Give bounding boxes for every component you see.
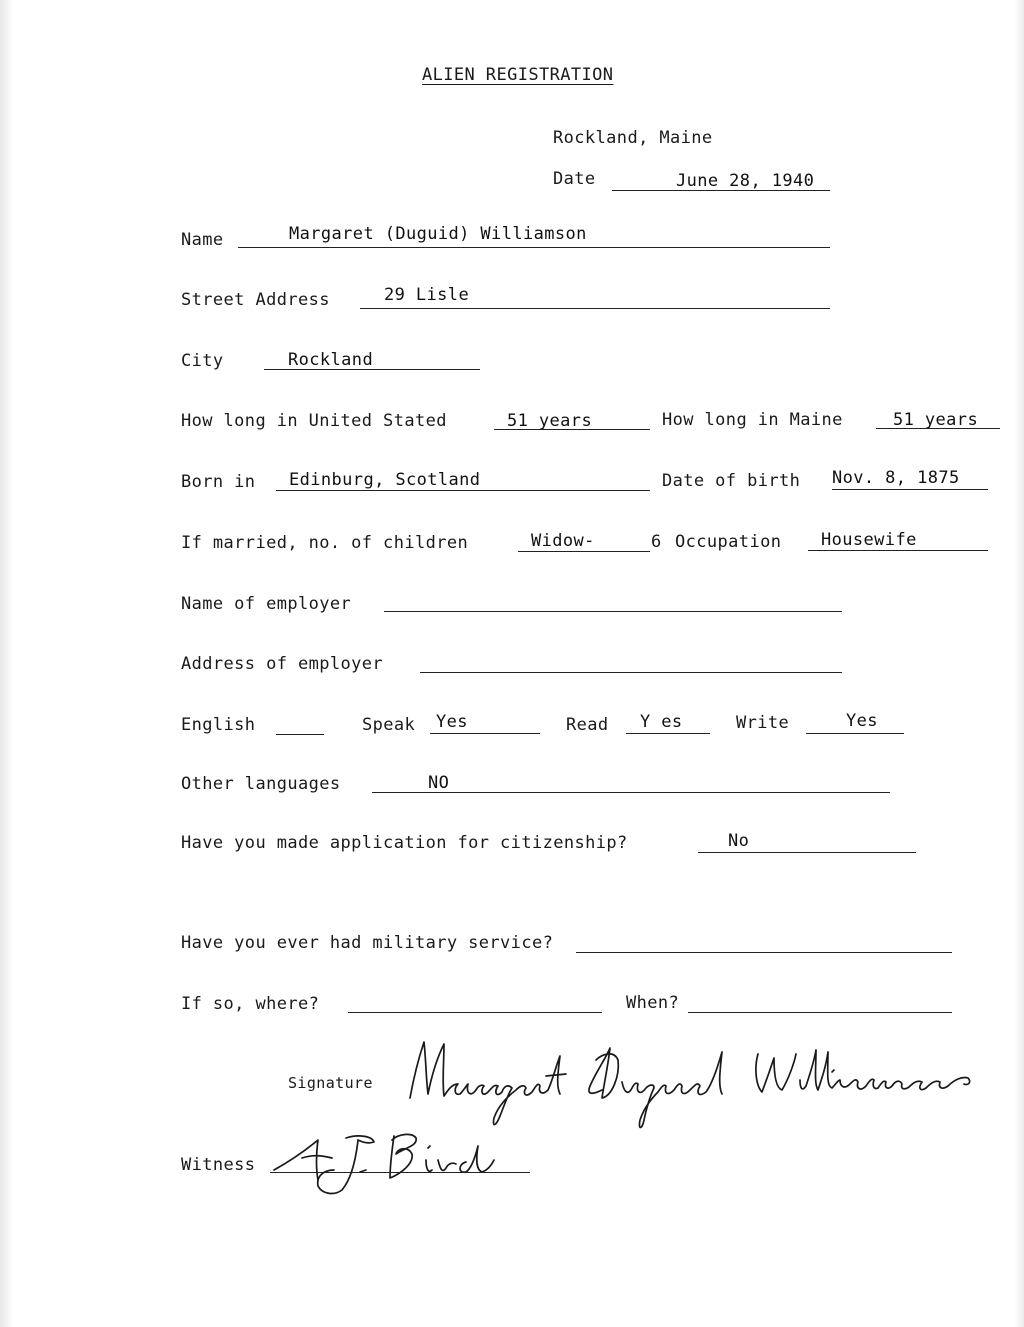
english-label: English [181,715,256,735]
street-label: Street Address [181,290,330,310]
signature-handwriting [396,1036,986,1136]
street-value: 29 Lisle [384,285,470,305]
employer-name-label: Name of employer [181,594,352,614]
citizenship-value: No [728,831,750,851]
other-languages-label: Other languages [181,774,341,794]
maine-duration-line [876,428,1000,429]
military-line [576,952,952,953]
form-title: ALIEN REGISTRATION [422,65,614,85]
speak-label: Speak [362,715,416,735]
dob-label: Date of birth [662,471,801,491]
where-label: If so, where? [181,994,320,1014]
dob-value: Nov. 8, 1875 [832,468,960,488]
city-value: Rockland [288,350,374,370]
name-label: Name [181,230,224,250]
citizenship-label: Have you made application for citizenship? [181,833,628,853]
speak-value: Yes [436,712,468,732]
scan-edge-left [0,0,14,1327]
us-duration-label: How long in United Stated [181,411,447,431]
occupation-value: Housewife [821,530,917,550]
name-line [238,247,830,248]
children-line [518,551,650,552]
read-line [626,733,710,734]
write-line [806,733,904,734]
speak-line [430,733,540,734]
location-text: Rockland, Maine [553,128,713,148]
street-line [360,308,830,309]
date-line [612,190,830,191]
witness-label: Witness [181,1155,256,1175]
other-languages-line [372,792,890,793]
children-count: 6 [651,532,662,552]
born-value: Edinburg, Scotland [289,470,481,490]
born-line [276,490,650,491]
dob-line [832,489,988,490]
witness-signature-handwriting [262,1124,502,1204]
witness-line [270,1172,530,1173]
when-label: When? [626,993,680,1013]
employer-name-line [384,611,842,612]
name-value: Margaret (Duguid) Williamson [289,224,587,244]
write-value: Yes [846,711,878,731]
maine-duration-label: How long in Maine [662,410,843,430]
us-duration-line [494,429,650,430]
occupation-label: Occupation [675,532,782,552]
maine-duration-value: 51 years [893,410,979,430]
english-line [276,734,324,735]
citizenship-line [698,852,916,853]
date-label: Date [553,169,596,189]
occupation-line [808,550,988,551]
children-label: If married, no. of children [181,533,469,553]
where-line [348,1012,602,1013]
city-line [264,369,480,370]
employer-address-label: Address of employer [181,654,384,674]
military-label: Have you ever had military service? [181,933,554,953]
signature-label: Signature [288,1074,373,1092]
employer-address-line [420,672,842,673]
read-label: Read [566,715,609,735]
when-line [688,1012,952,1013]
scan-edge-right [1014,0,1024,1327]
write-label: Write [736,713,790,733]
other-languages-value: NO [428,773,450,793]
read-value: Y es [640,712,683,732]
date-value: June 28, 1940 [676,171,815,191]
city-label: City [181,351,224,371]
us-duration-value: 51 years [507,411,593,431]
children-value: Widow- [531,531,595,551]
born-label: Born in [181,472,256,492]
